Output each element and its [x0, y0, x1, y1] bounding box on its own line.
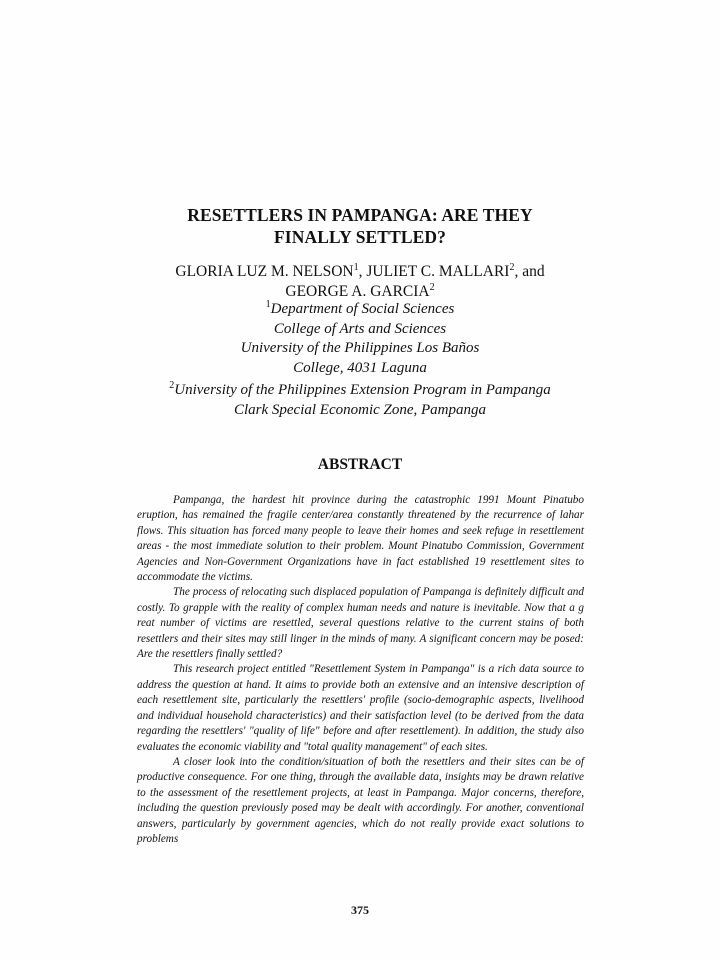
affiliation-1 [100, 300, 620, 378]
paper-title [120, 204, 600, 248]
affiliation-mark: 1 [265, 299, 271, 310]
affiliation-program [100, 381, 620, 401]
affiliation-mark: 2 [169, 380, 175, 391]
author-affiliation-mark: 2 [429, 281, 435, 293]
author-line-1 [100, 262, 620, 282]
affiliation-college: College of Arts and Sciences [273, 320, 447, 337]
affiliation-location: Clark Special Economic Zone, Pampanga [233, 401, 487, 418]
affiliation-2 [100, 381, 620, 420]
program-name: University of the Philippines Extension Program in Pampanga [174, 382, 551, 398]
author-separator: , [358, 263, 367, 280]
page-number: 375 [351, 903, 369, 917]
title-line-1: RESETTLERS IN PAMPANGA: ARE THEY [187, 205, 533, 225]
title-line-2: FINALLY SETTLED? [274, 227, 446, 247]
author-affiliation-mark: 1 [353, 261, 359, 273]
author-list [100, 262, 620, 302]
author-line-2 [100, 282, 620, 302]
affiliation-university: University of the Philippines Los Baños [240, 340, 480, 356]
abstract-body [137, 493, 584, 847]
affiliation-location: College, 4031 Laguna [293, 359, 427, 376]
abstract-paragraph: This research project entitled "Resettlement System in Pampanga" is a rich data source to address the question at hand. It aims to provide both an extensive and an intensive description of each resettlement site, particularly the resettlers' profile (socio-demographic aspects, livelihood and individual household characteristics) and their satisfaction level (to be derived from the data regarding the resettlers' "quality of life" before and after resettlement). In addition, the study also evaluates the economic viability and "total quality management" of each sites. [137, 663, 584, 753]
author-affiliation-mark: 2 [509, 261, 515, 273]
author-name: JULIET C. MALLARI [366, 263, 510, 280]
abstract-paragraph: A closer look into the condition/situation of both the resettlers and their sites can be of productive consequence. For one thing, through the available data, insights may be drawn relative to the assessment of the resettlement projects, at least in Pampanga. Major concerns, therefore, including the question previously posed may be dealt with accordingly. For another, conventional answers, particularly by government agencies, which do not really provide exact solutions to problems [137, 755, 584, 845]
abstract-paragraph: Pampanga, the hardest hit province during the catastrophic 1991 Mount Pinatubo eruption, has remained the fragile center/area constantly threatened by the recurrence of lahar flows. This situation has forced many people to leave their homes and seek refuge in resettlement areas - the most immediate solution to their problem. Mount Pinatubo Commission, Government Agencies and Non-Government Organizations have in fact established 19 resettlement sites to accommodate the victims. [137, 494, 584, 584]
author-name: GLORIA LUZ M. NELSON [175, 263, 354, 280]
abstract-paragraph: The process of relocating such displaced population of Pampanga is definitely difficult and costly. To grapple with the reality of complex human needs and nature is inevitable. Now that a g reat number of victims are resettled, several questions relative to the current stains of both resettlers and their sites may still linger in the minds of many. A significant concern may be posed: Are the resettlers finally settled? [137, 586, 584, 661]
department-name: Department of Social Sciences [270, 301, 455, 317]
author-conjunction: , and [514, 263, 545, 280]
abstract-heading: ABSTRACT [317, 456, 403, 473]
author-name: GEORGE A. GARCIA [285, 283, 430, 300]
affiliation-department [100, 300, 620, 320]
